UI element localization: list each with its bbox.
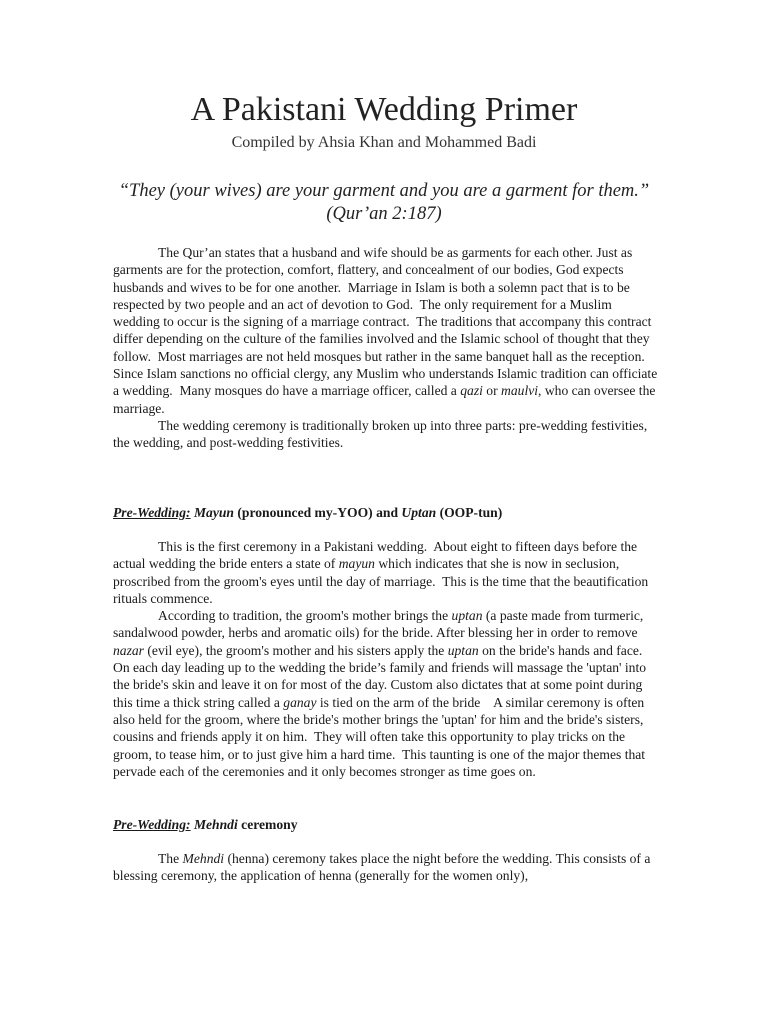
document-subtitle: Compiled by Ahsia Khan and Mohammed Badi <box>231 134 537 151</box>
mehndi-section <box>113 850 661 885</box>
heading-text: ceremony <box>237 817 298 832</box>
heading-text: (pronounced my-YOO) and <box>233 505 402 520</box>
paragraph: According to tradition, the groom's mother brings the uptan (a paste made from turmeric, sandalwood powder, herbs and aromatic oils) for the bride. After blessing her in order to remove nazar (evil eye), the groom's mother and his sisters apply the uptan on the bride's hands and face. On each day leading up to the wedding the bride’s family and friends will massage the 'uptan' into the bride's skin and leave it on for most of the day. Custom also dictates that at some point during this time a thick string called a ganay is tied on the arm of the bride A similar ceremony is often also held for the groom, where the bride's mother brings the 'uptan' for him and the bride's sisters, cousins and friends apply it on him. They will often take this opportunity to play tricks on the groom, to tease him, or to just give him a hard time. This taunting is one of the major themes that pervade each of the ceremonies and it only becomes stronger as time goes on. <box>113 608 647 779</box>
mayun-section <box>113 538 661 780</box>
term-uptan: Uptan <box>401 505 437 520</box>
section-heading-mayun <box>113 504 661 521</box>
section-label: Pre-Wedding: <box>113 817 191 832</box>
section-heading-mehndi <box>113 816 661 833</box>
term-mayun: Mayun <box>193 505 234 520</box>
document-title: A Pakistani Wedding Primer <box>190 91 578 128</box>
paragraph: The Mehndi (henna) ceremony takes place the night before the wedding. This consists of a blessing ceremony, the application of henna (generally for the women only), <box>113 851 651 884</box>
section-label: Pre-Wedding: <box>113 505 191 520</box>
epigraph-quote: “They (your wives) are your garment and you are a garment for them.” (Qur’an 2:187) <box>118 181 650 224</box>
paragraph: This is the first ceremony in a Pakistani wedding. About eight to fifteen days before the actual wedding the bride enters a state of mayun which indicates that she is now in seclusion, proscribed from the groom's eyes until the day of marriage. This is the time that the beautification rituals commence. <box>113 539 649 606</box>
intro-section <box>113 244 661 452</box>
heading-text: (OOP-tun) <box>436 505 503 520</box>
paragraph: The wedding ceremony is traditionally broken up into three parts: pre-wedding festivities, the wedding, and post-wedding festivities. <box>113 417 648 451</box>
paragraph: The Qur’an states that a husband and wife should be as garments for each other. Just as garments are for the protection, comfort, flattery, and concealment of our bodies, God expects husbands and wives to be for one another. Marriage in Islam is both a solemn pact that is to be respected by two people and an act of devotion to God. The only requirement for a Muslim wedding to occur is the signing of a marriage contract. The traditions that accompany this contract differ depending on the culture of the families involved and the Islamic school of thought that they follow. Most marriages are not held mosques but rather in the same banquet hall as the reception. Since Islam sanctions no official clergy, any Muslim who understands Islamic tradition can officiate a wedding. Many mosques do have a marriage officer, called a qazi or maulvi, who can oversee the marriage. <box>113 245 658 416</box>
term-mehndi: Mehndi <box>193 817 238 832</box>
